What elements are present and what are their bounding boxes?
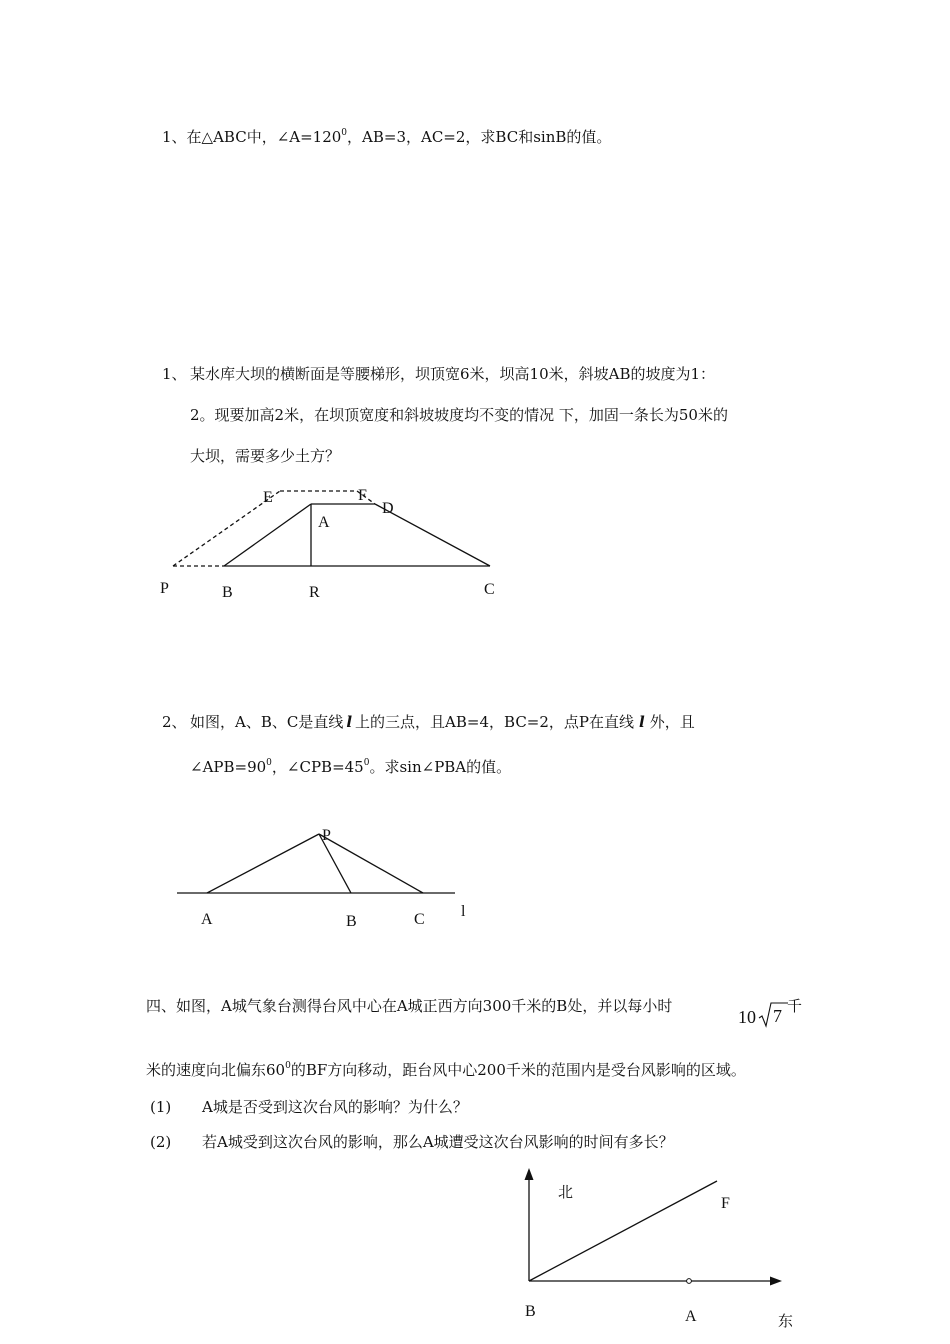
east-arrowhead [770,1277,782,1286]
q1-number: 1、 [162,128,187,146]
q2-line3: 大坝，需要多少土方？ [190,447,341,465]
line-diagram [177,834,455,893]
q3-sup1: 0 [266,758,272,768]
north-arrowhead [525,1168,534,1180]
q4-sub2-number: (2) [150,1133,172,1151]
q4-line1: 四、如图，A城气象台测得台风中心在A城正西方向300千米的B处，并以每小时 [146,997,673,1015]
dam-diagram [173,491,490,566]
q3-line2-b: ，∠CPB=45 [271,758,364,776]
dam-label-c: C [484,581,495,598]
q4-speed [738,1000,788,1030]
dam-label-p: P [160,580,169,597]
q4-speed-rad: 7 [773,1006,782,1026]
q1-text-b: ，AB=3，AC=2，求BC和sinB的值。 [347,128,612,146]
dam-label-d: D [382,500,394,517]
dam-label-f: F [358,487,367,504]
segment-pa [207,834,319,893]
line-label-p: P [322,827,331,844]
q3-number: 2、 [162,713,187,731]
point-label-b: B [525,1303,536,1320]
point-label-f: F [721,1195,730,1212]
q3-line-l-2: l [639,713,645,731]
q3-line2-c: 。求sin∠PBA的值。 [369,758,512,776]
q2-line1: 某水库大坝的横断面是等腰梯形，坝顶宽6米，坝高10米，斜坡AB的坡度为1： [190,365,716,383]
q3-line1-c: 外，且 [649,713,695,731]
q3-line2-a: ∠APB=90 [190,758,267,776]
q4-line2-b: 的BF方向移动，距台风中心200千米的范围内是受台风影响的区域。 [290,1061,746,1079]
q4-sub1-number: (1) [150,1098,172,1116]
dam-label-r: R [309,584,320,601]
q2-line2: 2。现要加高2米，在坝顶宽度和斜坡坡度均不变的情况 下，加固一条长为50米的 [190,406,728,424]
q4-line2-a: 米的速度向北偏东60 [146,1061,286,1079]
line-label-a: A [201,911,213,928]
line-label-b: B [346,913,357,930]
dam-label-b: B [222,584,233,601]
q3-line1-a: 如图，A、B、C是直线 [190,713,344,731]
q1-text-a: 在△ABC中，∠A=120 [186,128,342,146]
q4-sup: 0 [285,1061,291,1071]
q4-sub2: 若A城受到这次台风的影响，那么A城遭受这次台风影响的时间有多长？ [202,1133,674,1151]
point-label-a: A [685,1308,697,1325]
q4-speed-coef: 10 [738,1007,756,1027]
line-label-l: l [461,903,466,920]
q4-line2 [146,1061,746,1079]
q3-line-l-1: l [346,713,353,731]
axis-label-east: 东 [778,1312,794,1330]
q4-unit: 千 [787,997,803,1015]
q3-line1 [190,713,695,731]
dam-label-e: E [263,489,273,506]
line-label-c: C [414,911,425,928]
q4-sub1: A城是否受到这次台风的影响？为什么？ [202,1098,468,1116]
dam-label-a: A [318,514,330,531]
q1-degree-sup: 0 [341,128,348,138]
dam-side-ab [224,504,311,566]
q3-sup2: 0 [363,758,370,768]
q3-line2 [190,758,511,776]
q3-line1-b: 上的三点，且AB=4，BC=2，点P在直线 [355,713,634,731]
q2-number: 1、 [162,365,187,383]
point-a-marker [687,1279,692,1284]
axis-label-north: 北 [558,1183,574,1201]
